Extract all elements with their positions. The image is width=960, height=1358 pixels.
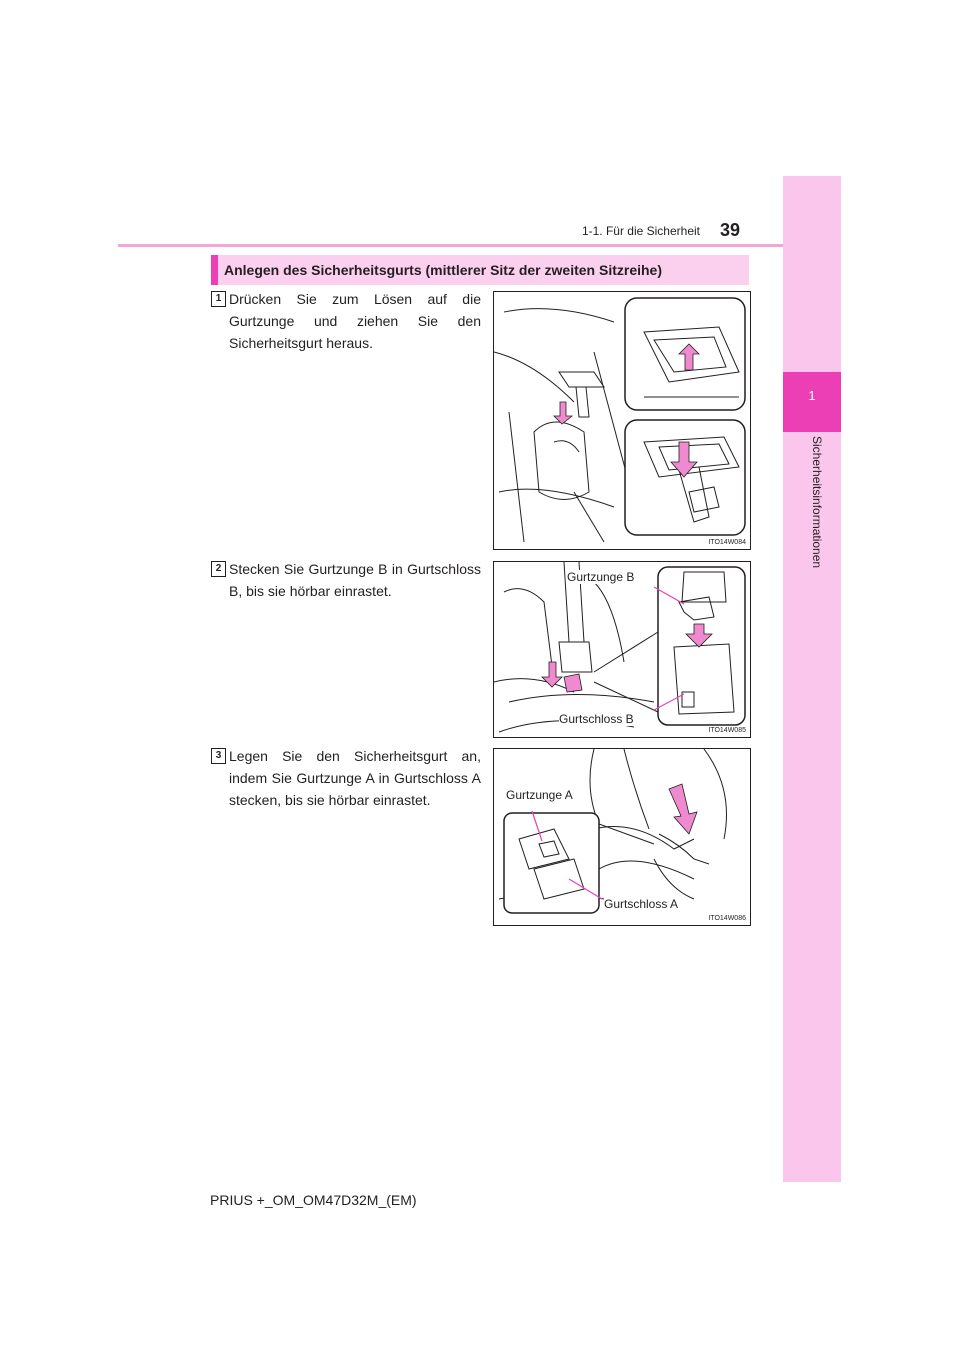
figure-insert-tongue-b: [493, 561, 751, 738]
label-gurtschloss-a: Gurtschloss A: [604, 897, 679, 911]
step-number-1: 1: [211, 291, 226, 307]
figure-code-1: ITO14W084: [708, 539, 746, 546]
document-code-footer: PRIUS +_OM_OM47D32M_(EM): [210, 1192, 417, 1208]
section-title: 1-1. Für die Sicherheit: [581, 224, 700, 238]
figure-insert-tongue-a: [493, 748, 751, 926]
chapter-side-tab: [783, 176, 841, 1182]
header-divider: [118, 244, 783, 247]
figure-code-3: ITO14W086: [708, 915, 746, 922]
page-number: 39: [720, 220, 741, 240]
chapter-title: Sicherheitsinformationen: [810, 436, 824, 569]
step-text-3: Legen Sie den Sicherheitsgurt an, indem Sie Gurtzunge A in Gurtschloss A stecken, bis sie hörbar einrastet.: [229, 748, 481, 808]
step-number-2: 2: [211, 561, 226, 577]
section-heading-accent: [211, 255, 218, 285]
label-gurtzunge-a: Gurtzunge A: [506, 788, 573, 802]
step-text-1: Drücken Sie zum Lösen auf die Gurtzunge und ziehen Sie den Sicherheitsgurt heraus.: [229, 291, 481, 351]
figure-code-2: ITO14W085: [708, 727, 746, 734]
chapter-number: 1: [808, 388, 816, 403]
section-heading: Anlegen des Sicherheitsgurts (mittlerer Sitz der zweiten Sitzreihe): [224, 262, 662, 278]
label-gurtschloss-b: Gurtschloss B: [559, 712, 634, 726]
label-gurtzunge-b: Gurtzunge B: [567, 570, 635, 584]
step-text-2: Stecken Sie Gurtzunge B in Gurtschloss B, bis sie hörbar einrastet.: [229, 561, 481, 599]
figure-release-belt: [493, 291, 751, 550]
step-number-3: 3: [211, 748, 226, 764]
figure-release-belt-drawing: [494, 292, 750, 549]
figure-insert-tongue-b-drawing: [494, 562, 750, 737]
